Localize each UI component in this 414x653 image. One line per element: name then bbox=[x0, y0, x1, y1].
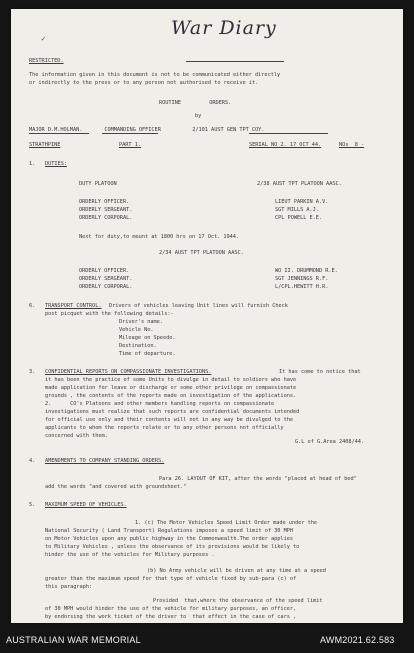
section-5-line-8: this paragraph: bbox=[45, 584, 93, 590]
orderly-sergeant-label-2: ORDERLY SERGEANT. bbox=[79, 276, 133, 282]
section-5-line-9: Provided that,where the observance of the speed limit bbox=[153, 598, 323, 604]
part-label: PART 1. bbox=[119, 142, 141, 148]
section-4-line-1: Para 26. LAYOUT OF KIT, after the words "placed at head of bed" bbox=[159, 476, 357, 482]
section-6-line-2: post picquet with the following details:- bbox=[45, 311, 174, 317]
section-5-line-11: by endorsing the work ticket of the driver to that effect in the case of cars , bbox=[45, 614, 297, 620]
section-5-line-4: to Military Vehicles , unless the observance of its provisions would be likely to bbox=[45, 544, 300, 550]
sgt-jennings: SGT JENNINGS R.F. bbox=[275, 276, 329, 282]
orderly-sergeant-label: ORDERLY SERGEANT. bbox=[79, 207, 133, 213]
section-5-line-7: greater than the maximum speed for that type of vehicle fixed by sub-para (c) of bbox=[45, 576, 297, 582]
section-3-line-5: 2. CO's Platoons and other members handling reports on compassionate bbox=[45, 401, 275, 407]
section-6-text: Drivers of vehicles leaving Unit lines will furnish Check bbox=[109, 303, 288, 309]
platoon-34: 2/34 AUST TPT PLATOON AASC. bbox=[159, 250, 244, 256]
section-3-line-1-tail: It has come to notice that bbox=[279, 369, 361, 375]
section-5-line-5: hinder the use of the vehicles for Military purposes . bbox=[45, 552, 215, 558]
lieut-parkin: LIEUT PARKIN A.V. bbox=[275, 199, 329, 205]
section-5-line-2: National Security ( Land Transport) Regulations imposes a speed limit of 30 MPH bbox=[45, 528, 293, 534]
duty-platoon-label: DUTY PLATOON bbox=[79, 181, 117, 187]
cpl-powell: CPL POWELL E.E. bbox=[275, 215, 323, 221]
serial-label: SERIAL NO 2. 17 OCT 44. bbox=[249, 142, 322, 148]
section-3-line-6: investigations must realize that such reports are confidential documents intended bbox=[45, 409, 300, 415]
routine-orders-heading: ROUTINE ORDERS. bbox=[159, 100, 232, 106]
section-6-line-4: Vehicle No. bbox=[119, 327, 154, 333]
section-3-reference: G.L of G.Area 2408/44. bbox=[295, 439, 365, 445]
sgt-mills: SGT MILLS A.J. bbox=[275, 207, 319, 213]
orderly-officer-label-2: ORDERLY OFFICER. bbox=[79, 268, 130, 274]
cpl-hewitt: L/CPL.HEWITT H.R. bbox=[275, 284, 329, 290]
notice-line-2: or indirectly to the press or to any person not authorised to receive it. bbox=[29, 80, 259, 86]
wo-drummond: WO II. DRUMMOND R.E. bbox=[275, 268, 338, 274]
section-6-line-5: Mileage on Speedo. bbox=[119, 335, 176, 341]
officer-line: MAJOR D.M.HOLMAN. COMMANDING OFFICER 2/101 AUST GEN TPT COY. bbox=[29, 127, 265, 133]
archive-caption-left: AUSTRALIAN WAR MEMORIAL bbox=[6, 635, 141, 645]
section-6-title: TRANSPORT CONTROL. bbox=[45, 303, 102, 309]
officer-underline-1 bbox=[29, 133, 89, 134]
section-6-line-6: Destination. bbox=[119, 343, 157, 349]
officer-underline-3 bbox=[249, 133, 328, 134]
section-4-title: AMENDMENTS TO COMPANY STANDING ORDERS. bbox=[45, 458, 165, 464]
section-3-line-8: applicants to whom the reports relate or to any other persons not officially bbox=[45, 425, 284, 431]
section-3-line-9: concerned with them. bbox=[45, 433, 108, 439]
section-4-number: 4. bbox=[29, 458, 36, 464]
restricted-heading: RESTRICTED. bbox=[29, 58, 64, 64]
by-text: by bbox=[195, 113, 202, 119]
section-5-line-6: (b) No Army vehicle will be driven at any time at a speed bbox=[147, 568, 326, 574]
section-3-title: CONFIDENTIAL REPORTS ON COMPASSIONATE INVESTIGATIONS. bbox=[45, 369, 212, 375]
section-6-number: 6. bbox=[29, 303, 36, 309]
section-1-title: DUTIES: bbox=[45, 161, 67, 167]
section-5-line-10: of 30 MPH would hinder the use of the vehicle for military purposes, an officer, bbox=[45, 606, 297, 612]
notice-line-1: The information given in this document is not to be communicated either directly bbox=[29, 72, 281, 78]
document-page bbox=[11, 9, 403, 623]
section-5-number: 5. bbox=[29, 502, 36, 508]
location-label: STRATHPINE bbox=[29, 142, 61, 148]
pencil-mark-icon: ✓ bbox=[41, 34, 46, 43]
section-6-line-7: Time of departure. bbox=[119, 351, 176, 357]
section-5-line-3: on Motor Vehicles upon any public highway in the Commonwealth.The order applies bbox=[45, 536, 293, 542]
orderly-corporal-label-2: ORDERLY CORPORAL. bbox=[79, 284, 133, 290]
title-underline bbox=[186, 61, 284, 62]
archive-caption-right: AWM2021.62.583 bbox=[320, 635, 395, 645]
section-6-line-3: Driver's name. bbox=[119, 319, 163, 325]
section-3-line-4: grounds , the contents of the reports made on investigation of the applications. bbox=[45, 393, 297, 399]
section-5-title: MAXIMUM SPEED OF VEHICLES. bbox=[45, 502, 127, 508]
orderly-corporal-label: ORDERLY CORPORAL. bbox=[79, 215, 133, 221]
section-3-number: 3. bbox=[29, 369, 36, 375]
handwritten-title: War Diary bbox=[171, 17, 277, 39]
platoon-38: 2/38 AUST TPT PLATOON AASC. bbox=[257, 181, 342, 187]
section-3-line-2: it has been the practice of some Units to divulge in detail to soldiers who have bbox=[45, 377, 297, 383]
section-4-line-2: add the words "and covered with groundsheet." bbox=[45, 484, 187, 490]
next-for-duty: Next for duty,to mount at 1800 hrs on 17 Oct. 1944. bbox=[79, 234, 240, 240]
section-3-line-7: for official use only and their contents will not in any way be divulged to the bbox=[45, 417, 293, 423]
section-3-line-3: made application for leave or discharge or some other privilege on compassionate bbox=[45, 385, 297, 391]
nos-label: NOs 8 - bbox=[339, 142, 365, 148]
officer-underline-2 bbox=[102, 133, 158, 134]
orderly-officer-label: ORDERLY OFFICER. bbox=[79, 199, 130, 205]
section-5-line-1: 1. (c) The Motor Vehicles Speed Limit Order made under the bbox=[135, 520, 318, 526]
section-1-number: 1. bbox=[29, 161, 36, 167]
